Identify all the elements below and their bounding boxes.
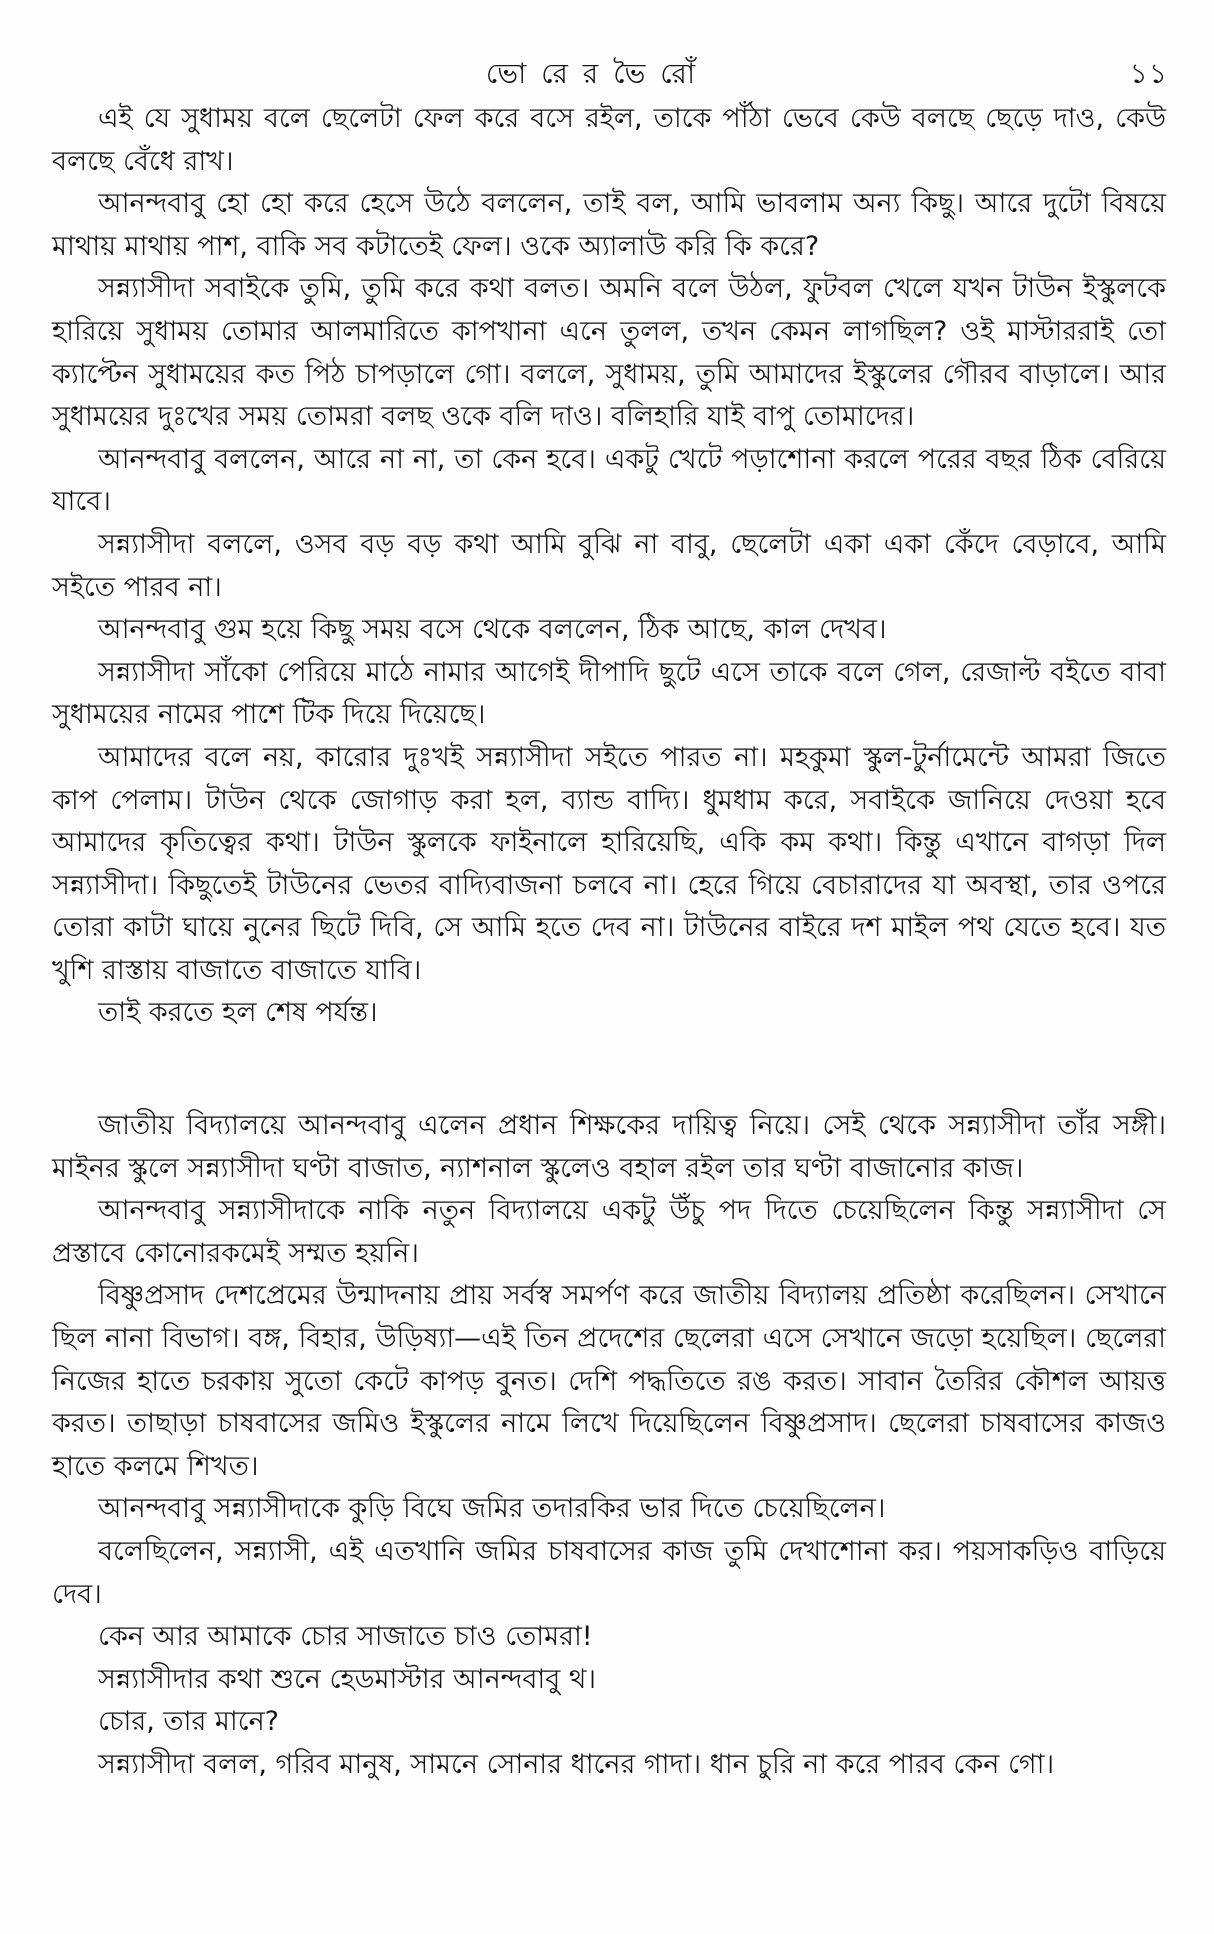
section-break	[52, 1035, 1166, 1105]
paragraph: আমাদের বলে নয়, কারোর দুঃখই সন্ন্যাসীদা সইতে পারত না। মহকুমা স্কুল-টুর্নামেন্টে আমরা জিতে কাপ পেলাম। টাউন থেকে জোগাড় করা হল, ব্যান্ড বাদ্যি। ধুমধাম করে, সবাইকে জানিয়ে দেওয়া হবে আমাদের কৃতিত্বের কথা। টাউন স্কুলকে ফাইনালে হারিয়েছি, একি কম কথা। কিন্তু এখানে বাগড়া দিল সন্ন্যাসীদা। কিছুতেই টাউনের ভেতর বাদ্যিবাজনা চলবে না। হেরে গিয়ে বেচারাদের যা অবস্থা, তার ওপরে তোরা কাটা ঘায়ে নুনের ছিটে দিবি, সে আমি হতে দেব না। টাউনের বাইরে দশ মাইল পথ যেতে হবে। যত খুশি রাস্তায় বাজাতে বাজাতে যাবি।	[52, 741, 1166, 986]
paragraph: আনন্দবাবু গুম হয়ে কিছু সময় বসে থেকে বললেন, ঠিক আছে, কাল দেখব।	[98, 614, 887, 646]
paragraph: বলেছিলেন, সন্ন্যাসী, এই এতখানি জমির চাষবাসের কাজ তুমি দেখাশোনা কর। পয়সাকড়িও বাড়িয়ে দেব।	[52, 1536, 1166, 1610]
paragraph: চোর, তার মানে?	[98, 1706, 280, 1738]
paragraph: আনন্দবাবু সন্ন্যাসীদাকে নাকি নতুন বিদ্যালয়ে একটু উঁচু পদ দিতে চেয়েছিলেন কিন্তু সন্ন্যাসীদা সে প্রস্তাবে কোনোরকমেই সম্মত হয়নি।	[52, 1195, 1166, 1269]
paragraph: এই যে সুধাময় বলে ছেলেটা ফেল করে বসে রইল, তাকে পাঁঠা ভেবে কেউ বলছে ছেড়ে দাও, কেউ বলছে বেঁধে রাখ।	[52, 103, 1166, 177]
section-1	[52, 98, 1166, 1035]
paragraph: বিষ্ণুপ্রসাদ দেশপ্রেমের উন্মাদনায় প্রায় সর্বস্ব সমর্পণ করে জাতীয় বিদ্যালয় প্রতিষ্ঠা করেছিলন। সেখানে ছিল নানা বিভাগ। বঙ্গ, বিহার, উড়িষ্যা—এই তিন প্রদেশের ছেলেরা এসে সেখানে জড়ো হয়েছিল। ছেলেরা নিজের হাতে চরকায় সুতো কেটে কাপড় বুনত। দেশি পদ্ধতিতে রঙ করত। সাবান তৈরির কৌশল আয়ত্ত করত। তাছাড়া চাষবাসের জমিও ইস্কুলের নামে লিখে দিয়েছিলেন বিষ্ণুপ্রসাদ। ছেলেরা চাষবাসের কাজও হাতে কলমে শিখত।	[52, 1280, 1166, 1482]
section-2	[52, 1105, 1166, 1787]
paragraph: জাতীয় বিদ্যালয়ে আনন্দবাবু এলেন প্রধান শিক্ষকের দায়িত্ব নিয়ে। সেই থেকে সন্ন্যাসীদা তাঁর সঙ্গী। মাইনর স্কুলে সন্ন্যাসীদা ঘণ্টা বাজাত, ন্যাশনাল স্কুলেও বহাল রইল তার ঘণ্টা বাজানোর কাজ।	[52, 1110, 1166, 1184]
paragraph: সন্ন্যাসীদার কথা শুনে হেডমাস্টার আনন্দবাবু থ।	[98, 1663, 596, 1695]
paragraph: আনন্দবাবু হো হো করে হেসে উঠে বললেন, তাই বল, আমি ভাবলাম অন্য কিছু। আরে দুটো বিষয়ে মাথায় মাথায় পাশ, বাকি সব কটাতেই ফেল। ওকে অ্যালাউ করি কি করে?	[52, 188, 1166, 262]
paragraph: সন্ন্যাসীদা সবাইকে তুমি, তুমি করে কথা বলত। অমনি বলে উঠল, ফুটবল খেলে যখন টাউন ইস্কুলকে হারিয়ে সুধাময় তোমার আলমারিতে কাপখানা এনে তুলল, তখন কেমন লাগছিল? ওই মাস্টাররাই তো ক্যাপ্টেন সুধাময়ের কত পিঠ চাপড়ালে গো। বললে, সুধাময়, তুমি আমাদের ইস্কুলের গৌরব বাড়ালে। আর সুধাময়ের দুঃখের সময় তোমরা বলছ ওকে বলি দাও। বলিহারি যাই বাপু তোমাদের।	[52, 273, 1166, 433]
paragraph: সন্ন্যাসীদা বললে, ওসব বড় বড় কথা আমি বুঝি না বাবু, ছেলেটা একা একা কেঁদে বেড়াবে, আমি সইতে পারব না।	[52, 528, 1166, 603]
chapter-title	[0, 52, 1214, 96]
paragraph: সন্ন্যাসীদা বলল, গরিব মানুষ, সামনে সোনার ধানের গাদা। ধান চুরি না করে পারব কেন গো।	[98, 1748, 1055, 1780]
body-text	[52, 98, 1166, 1787]
paragraph: সন্ন্যাসীদা সাঁকো পেরিয়ে মাঠে নামার আগেই দীপাদি ছুটে এসে তাকে বলে গেল, রেজাল্ট বইতে বাবা সুধাময়ের নামের পাশে টিক দিয়ে দিয়েছে।	[52, 656, 1166, 731]
paragraph: আনন্দবাবু সন্ন্যাসীদাকে কুড়ি বিঘে জমির তদারকির ভার দিতে চেয়েছিলেন।	[98, 1493, 886, 1525]
running-header	[0, 52, 1214, 96]
page-number: ১১	[1129, 57, 1168, 90]
paragraph: কেন আর আমাকে চোর সাজাতে চাও তোমরা!	[98, 1621, 593, 1653]
paragraph: আনন্দবাবু বললেন, আরে না না, তা কেন হবে। একটু খেটে পড়াশোনা করলে পরের বছর ঠিক বেরিয়ে যাবে।	[52, 443, 1166, 518]
chapter-title-text: ভো রে র ভৈ রোঁ	[485, 57, 699, 90]
paragraph: তাই করতে হল শেষ পর্যন্ত।	[98, 997, 378, 1029]
